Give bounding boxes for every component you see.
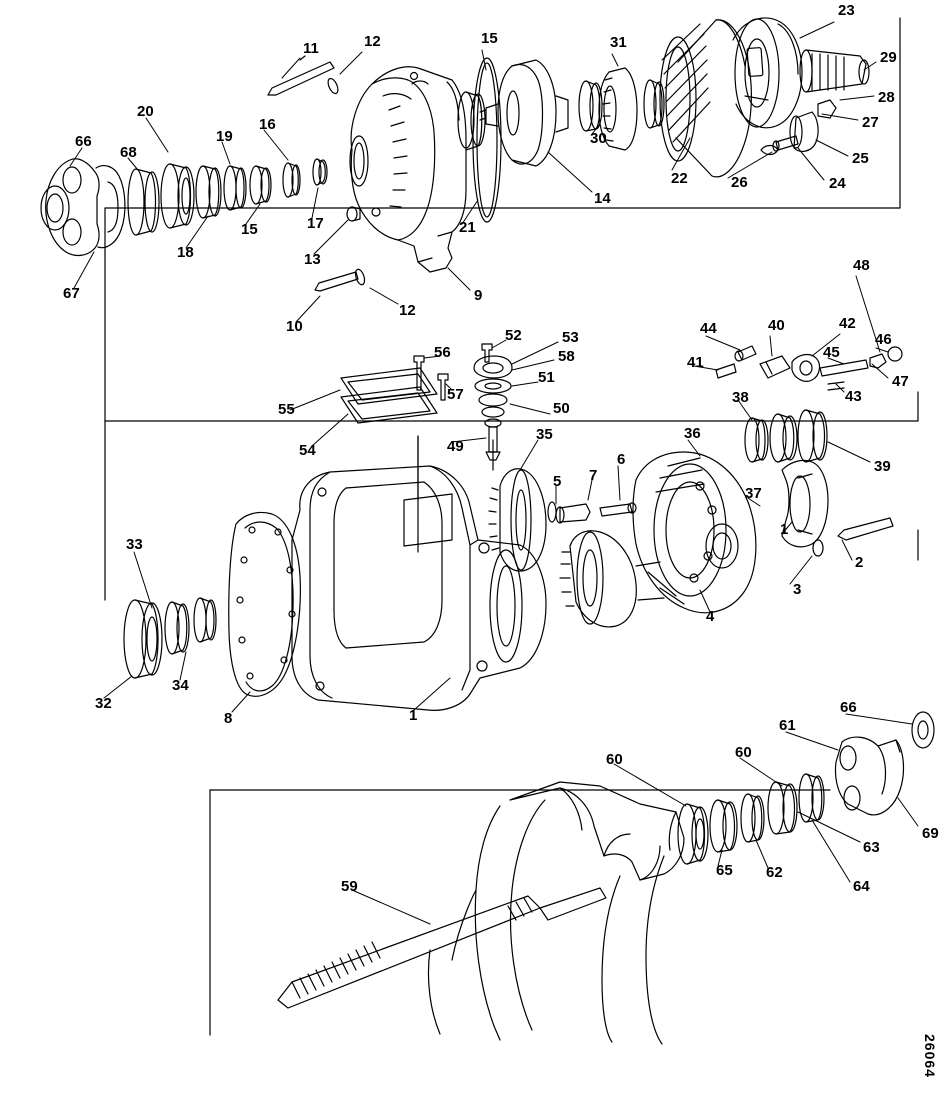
washer-5 bbox=[548, 502, 556, 522]
callout-number: 29 bbox=[880, 49, 897, 66]
bolt-10 bbox=[315, 272, 358, 291]
block-40 bbox=[760, 356, 790, 378]
callout-number: 47 bbox=[892, 373, 909, 390]
callout-number: 28 bbox=[878, 89, 895, 106]
washer-16 bbox=[283, 163, 300, 197]
callout-number: 46 bbox=[875, 331, 892, 348]
callout-number: 5 bbox=[553, 473, 562, 490]
callout-number: 34 bbox=[172, 677, 189, 694]
callout-number: 6 bbox=[617, 451, 626, 468]
callout-number: 40 bbox=[768, 317, 785, 334]
gear-14 bbox=[480, 60, 568, 166]
figure-id-label: 26064 bbox=[922, 1034, 938, 1078]
callout-number: 56 bbox=[434, 344, 451, 361]
linkage-41 bbox=[716, 364, 736, 378]
oring-21 bbox=[473, 58, 501, 222]
callout-number: 57 bbox=[447, 386, 464, 403]
callout-number: 15 bbox=[481, 30, 498, 47]
gear-35 bbox=[489, 469, 546, 571]
callout-number: 13 bbox=[304, 251, 321, 268]
callout-number: 23 bbox=[838, 2, 855, 19]
housing-9 bbox=[350, 67, 466, 272]
callout-number: 52 bbox=[505, 327, 522, 344]
callout-number: 3 bbox=[793, 581, 802, 598]
callout-number: 11 bbox=[303, 40, 319, 57]
washer-12-bottom bbox=[354, 268, 367, 286]
callout-number: 33 bbox=[126, 536, 143, 553]
callout-number: 16 bbox=[259, 116, 276, 133]
callout-number: 1 bbox=[780, 521, 789, 538]
linkage-44 bbox=[735, 346, 756, 361]
callout-number: 39 bbox=[874, 458, 891, 475]
callout-number: 17 bbox=[307, 215, 324, 232]
callout-number: 42 bbox=[839, 315, 856, 332]
callout-number: 24 bbox=[829, 175, 846, 192]
callout-number: 38 bbox=[732, 389, 749, 406]
top-group-frame bbox=[105, 18, 900, 421]
callout-number: 22 bbox=[671, 170, 688, 187]
cover-55 bbox=[341, 368, 437, 404]
leader-lines-middle bbox=[104, 276, 888, 712]
callout-number: 43 bbox=[845, 388, 862, 405]
callout-number: 10 bbox=[286, 318, 303, 335]
pin-6 bbox=[600, 503, 636, 516]
shaft-end-29 bbox=[800, 50, 869, 92]
callout-number: 12 bbox=[364, 33, 381, 50]
callout-number: 51 bbox=[538, 369, 555, 386]
callout-number: 19 bbox=[216, 128, 233, 145]
leader-lines-bottom bbox=[352, 714, 918, 924]
callout-number: 54 bbox=[299, 442, 316, 459]
housing-1 bbox=[292, 436, 546, 710]
rod-45 bbox=[820, 360, 868, 376]
callout-number: 62 bbox=[766, 864, 783, 881]
callout-number: 7 bbox=[589, 467, 598, 484]
callout-number: 44 bbox=[700, 320, 717, 337]
callout-number: 66 bbox=[75, 133, 92, 150]
callout-number: 48 bbox=[853, 257, 870, 274]
callout-number: 50 bbox=[553, 400, 570, 417]
breather-52 bbox=[482, 344, 492, 362]
flange-60a bbox=[510, 782, 684, 880]
callout-number: 59 bbox=[341, 878, 358, 895]
callout-number: 15 bbox=[241, 221, 258, 238]
callout-number: 41 bbox=[687, 354, 704, 371]
callout-number: 63 bbox=[863, 839, 880, 856]
callout-number: 64 bbox=[853, 878, 870, 895]
callout-number: 69 bbox=[922, 825, 939, 842]
callout-number: 12 bbox=[399, 302, 416, 319]
washer-62 bbox=[741, 794, 764, 842]
yoke-67 bbox=[41, 159, 125, 256]
callout-number: 25 bbox=[852, 150, 869, 167]
nut-46 bbox=[870, 354, 886, 368]
callout-number: 66 bbox=[840, 699, 857, 716]
callout-number: 31 bbox=[610, 34, 627, 51]
callout-number: 65 bbox=[716, 862, 733, 879]
seal-32 bbox=[124, 600, 162, 678]
seal-20 bbox=[161, 164, 194, 228]
callout-number: 36 bbox=[684, 425, 701, 442]
callout-number: 1 bbox=[409, 707, 418, 724]
callout-number: 49 bbox=[447, 438, 464, 455]
seal-17 bbox=[313, 159, 327, 185]
callout-number: 2 bbox=[855, 554, 864, 571]
callout-number: 67 bbox=[63, 285, 80, 302]
spacer-18 bbox=[196, 166, 221, 218]
bearing-33 bbox=[194, 598, 216, 642]
bolt-56 bbox=[414, 356, 424, 390]
spring-43 bbox=[828, 382, 844, 390]
callout-number: 9 bbox=[474, 287, 483, 304]
seal-65 bbox=[710, 800, 737, 852]
gasket-8 bbox=[229, 512, 301, 696]
callout-number: 55 bbox=[278, 401, 295, 418]
spring-50 bbox=[479, 394, 507, 427]
bottom-housing bbox=[428, 800, 664, 1044]
callout-number: 27 bbox=[862, 114, 879, 131]
callout-number: 20 bbox=[137, 103, 154, 120]
washer-66-bottom bbox=[912, 712, 934, 748]
callout-number: 26 bbox=[731, 174, 748, 191]
bearing-15-left bbox=[250, 166, 271, 204]
callout-number: 45 bbox=[823, 344, 840, 361]
washer-12-top bbox=[326, 77, 340, 95]
ball-47 bbox=[888, 347, 902, 361]
washer-3 bbox=[813, 540, 823, 556]
callout-number: 30 bbox=[590, 130, 607, 147]
callout-number: 68 bbox=[120, 144, 137, 161]
bearing-68 bbox=[128, 169, 159, 235]
washer-51 bbox=[475, 379, 511, 393]
callout-number: 60 bbox=[735, 744, 752, 761]
callout-number: 53 bbox=[562, 329, 579, 346]
shaft-59 bbox=[278, 888, 606, 1008]
yoke-61 bbox=[836, 737, 904, 815]
callout-number: 21 bbox=[459, 219, 476, 236]
lever-42 bbox=[792, 355, 819, 382]
hub-23 bbox=[733, 18, 802, 128]
callout-number: 14 bbox=[594, 190, 611, 207]
callout-number: 4 bbox=[706, 608, 715, 625]
gear-4 bbox=[560, 531, 664, 627]
callout-number: 60 bbox=[606, 751, 623, 768]
plug-13 bbox=[347, 207, 360, 221]
bearing-39b bbox=[798, 410, 827, 462]
gear-36 bbox=[633, 452, 756, 613]
shaft-7 bbox=[556, 504, 590, 523]
bolt-2 bbox=[838, 518, 893, 540]
callout-number: 37 bbox=[745, 485, 762, 502]
cap-37 bbox=[782, 460, 828, 546]
bearing-34 bbox=[165, 602, 189, 654]
callout-number: 58 bbox=[558, 348, 575, 365]
callout-number: 61 bbox=[779, 717, 796, 734]
callout-number: 8 bbox=[224, 710, 233, 727]
shim-19 bbox=[224, 166, 246, 210]
callout-number: 35 bbox=[536, 426, 553, 443]
bolt-11 bbox=[268, 56, 334, 95]
cap-53 bbox=[474, 356, 512, 378]
callout-number: 32 bbox=[95, 695, 112, 712]
bearing-38 bbox=[745, 418, 768, 462]
callout-number: 18 bbox=[177, 244, 194, 261]
